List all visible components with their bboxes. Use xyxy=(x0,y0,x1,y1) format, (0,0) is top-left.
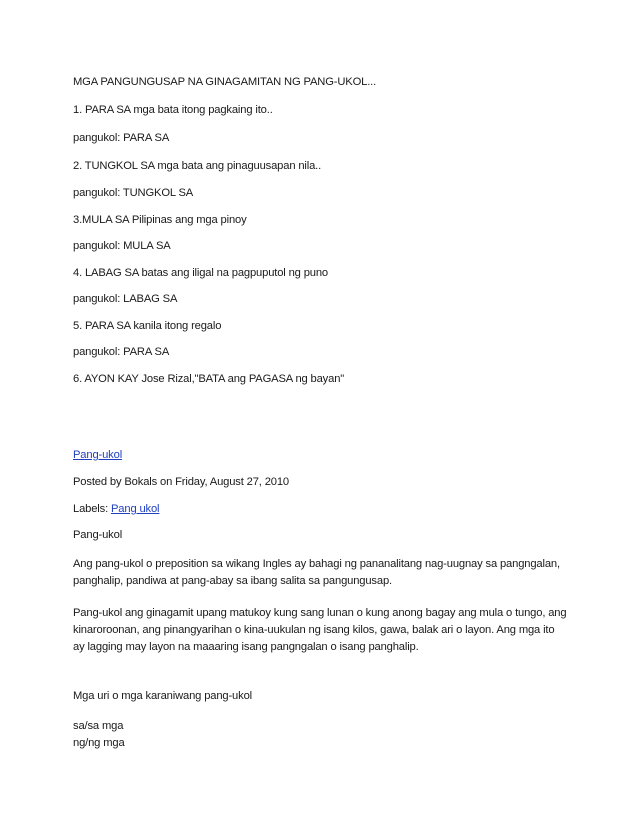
example-sentence-5: 5. PARA SA kanila itong regalo xyxy=(73,320,222,332)
list-item: ng/ng mga xyxy=(73,737,125,749)
post-subheading: Pang-ukol xyxy=(73,529,123,541)
post-title-link[interactable]: Pang-ukol xyxy=(73,449,123,461)
example-pangukol-4: pangukol: LABAG SA xyxy=(73,293,178,305)
post-meta: Posted by Bokals on Friday, August 27, 2010 xyxy=(73,476,289,488)
label-link-pang-ukol[interactable]: Pang ukol xyxy=(110,503,160,515)
example-pangukol-3: pangukol: MULA SA xyxy=(73,240,171,252)
example-pangukol-1: pangukol: PARA SA xyxy=(73,132,170,144)
example-sentence-4: 4. LABAG SA batas ang iligal na pagpuputol ng puno xyxy=(73,267,328,279)
document-heading: MGA PANGUNGUSAP NA GINAGAMITAN NG PANG-UKOL... xyxy=(73,76,377,88)
paragraph-usage: Pang-ukol ang ginagamit upang matukoy kung sang lunan o kung anong bagay ang mula o tungo, ang kinaroroonan, ang pinangyarihan o kina-uukulan ng isang kilos, gawa, balak ari o layon. Ang mga ito ay lagging may layon na maaaring isang pangngalan o isang panghalip. xyxy=(73,607,567,653)
example-sentence-2: 2. TUNGKOL SA mga bata ang pinaguusapan nila.. xyxy=(73,160,322,172)
example-pangukol-5: pangukol: PARA SA xyxy=(73,346,170,358)
types-heading: Mga uri o mga karaniwang pang-ukol xyxy=(73,690,252,702)
labels-prefix: Labels: xyxy=(73,503,111,515)
example-sentence-6: 6. AYON KAY Jose Rizal,"BATA ang PAGASA ng bayan" xyxy=(73,373,345,385)
example-sentence-1: 1. PARA SA mga bata itong pagkaing ito.. xyxy=(73,104,273,116)
example-pangukol-2: pangukol: TUNGKOL SA xyxy=(73,187,194,199)
list-item: sa/sa mga xyxy=(73,720,124,732)
paragraph-definition: Ang pang-ukol o preposition sa wikang Ingles ay bahagi ng pananalitang nag-uugnay sa pangngalan, panghalip, pandiwa at pang-abay sa ibang salita sa pangungusap. xyxy=(73,558,560,587)
example-sentence-3: 3.MULA SA Pilipinas ang mga pinoy xyxy=(73,214,247,226)
post-labels xyxy=(73,502,159,516)
